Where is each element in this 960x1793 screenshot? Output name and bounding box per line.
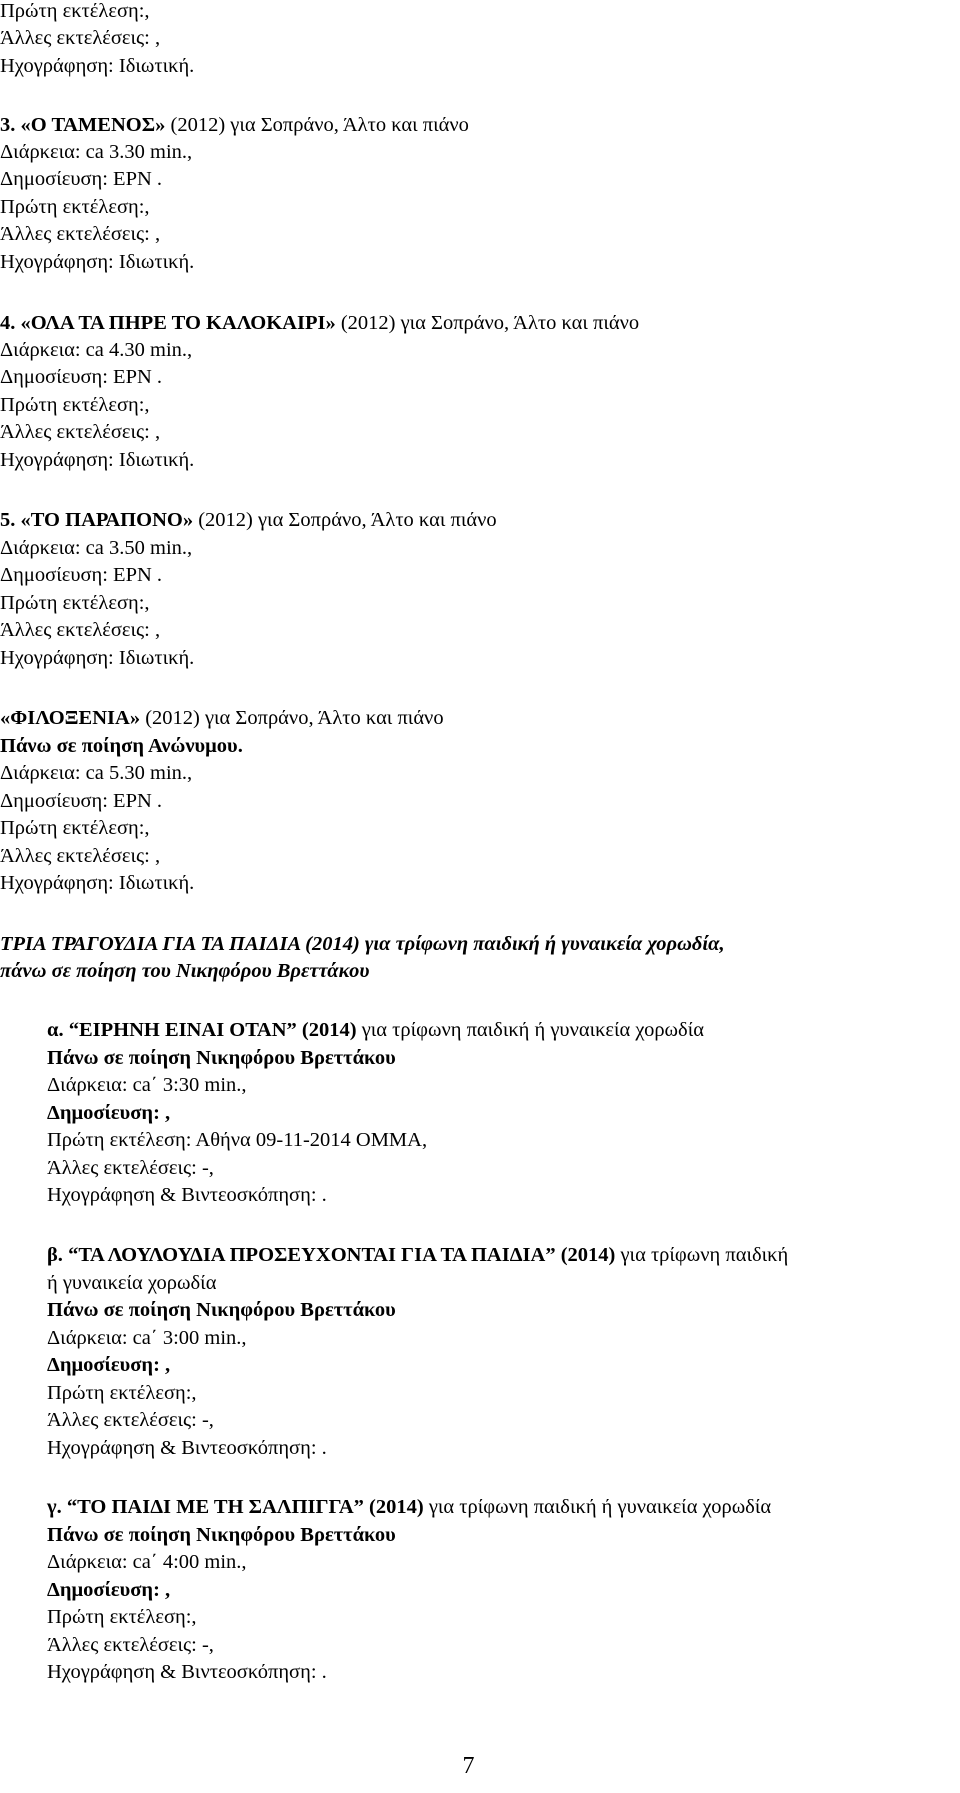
song-heading bbox=[47, 1017, 704, 1044]
other-performances-line: Άλλες εκτελέσεις: -, bbox=[47, 1157, 214, 1179]
work-title: «Ο ΤΑΜΕΝΟΣ» bbox=[20, 114, 166, 136]
work-title: «ΦΙΛΟΞΕΝΙΑ» bbox=[0, 707, 141, 729]
work-number: 3. bbox=[0, 114, 16, 136]
recording-line: Ηχογράφηση & Βιντεοσκόπηση: . bbox=[47, 1661, 327, 1683]
recording-line: Ηχογράφηση: Ιδιωτική. bbox=[0, 647, 195, 669]
song-title: “ΕΙΡΗΝΗ ΕΙΝΑΙ ΟΤΑΝ” (2014) bbox=[63, 1019, 357, 1041]
poetry-line: Πάνω σε ποίηση Νικηφόρου Βρεττάκου bbox=[47, 1524, 396, 1546]
recording-line: Ηχογράφηση & Βιντεοσκόπηση: . bbox=[47, 1437, 327, 1459]
duration-line: Διάρκεια: ca 4.30 min., bbox=[0, 339, 193, 361]
work-heading bbox=[0, 507, 497, 534]
duration-line: Διάρκεια: ca 3.50 min., bbox=[0, 537, 193, 559]
first-performance-line: Πρώτη εκτέλεση:, bbox=[0, 196, 150, 218]
first-performance-line: Πρώτη εκτέλεση:, bbox=[0, 0, 150, 22]
song-heading bbox=[47, 1242, 788, 1269]
publication-line: Δημοσίευση: ΕΡΝ . bbox=[0, 564, 163, 586]
recording-line: Ηχογράφηση: Ιδιωτική. bbox=[0, 55, 195, 77]
song-description-continued: ή γυναικεία χορωδία bbox=[47, 1272, 217, 1294]
recording-line: Ηχογράφηση: Ιδιωτική. bbox=[0, 449, 195, 471]
publication-text: Δημοσίευση: , bbox=[47, 1579, 171, 1601]
work-heading bbox=[0, 112, 469, 139]
other-performances-line: Άλλες εκτελέσεις: , bbox=[0, 223, 161, 245]
song-description: για τρίφωνη παιδική bbox=[615, 1244, 789, 1266]
work-description: (2012) για Σοπράνο, Άλτο και πιάνο bbox=[193, 509, 497, 531]
recording-line: Ηχογράφηση: Ιδιωτική. bbox=[0, 251, 195, 273]
publication-text: Δημοσίευση: , bbox=[47, 1102, 171, 1124]
publication-line: Δημοσίευση: ΕΡΝ . bbox=[0, 168, 163, 190]
recording-line: Ηχογράφηση & Βιντεοσκόπηση: . bbox=[47, 1184, 327, 1206]
song-heading bbox=[47, 1494, 771, 1521]
song-description: για τρίφωνη παιδική ή γυναικεία χορωδία bbox=[356, 1019, 704, 1041]
work-description: (2012) για Σοπράνο, Άλτο και πιάνο bbox=[165, 114, 469, 136]
song-title: “ΤΑ ΛΟΥΛΟΥΔΙΑ ΠΡΟΣΕΥΧΟΝΤΑΙ ΓΙΑ ΤΑ ΠΑΙΔΙΑ” (2014) bbox=[62, 1244, 616, 1266]
cycle-heading-line2: πάνω σε ποίηση του Νικηφόρου Βρεττάκου bbox=[0, 960, 370, 982]
publication-line: Δημοσίευση: ΕΡΝ . bbox=[0, 790, 163, 812]
other-performances-line: Άλλες εκτελέσεις: -, bbox=[47, 1409, 214, 1431]
duration-line: Διάρκεια: ca΄ 3:00 min., bbox=[47, 1327, 247, 1349]
work-number: 5. bbox=[0, 509, 16, 531]
poetry-line: Πάνω σε ποίηση Ανώνυμου. bbox=[0, 735, 243, 757]
publication-line bbox=[47, 1577, 170, 1604]
publication-line: Δημοσίευση: ΕΡΝ . bbox=[0, 366, 163, 388]
publication-line bbox=[47, 1100, 170, 1127]
cycle-heading-line1: ΤΡΙΑ ΤΡΑΓΟΥΔΙΑ ΓΙΑ ΤΑ ΠΑΙΔΙΑ (2014) για τρίφωνη παιδική ή γυναικεία χορωδία, bbox=[0, 933, 725, 955]
other-performances-line: Άλλες εκτελέσεις: , bbox=[0, 421, 161, 443]
song-label: α. bbox=[47, 1019, 64, 1041]
poetry-line: Πάνω σε ποίηση Νικηφόρου Βρεττάκου bbox=[47, 1299, 396, 1321]
other-performances-line: Άλλες εκτελέσεις: , bbox=[0, 619, 161, 641]
work-description: (2012) για Σοπράνο, Άλτο και πιάνο bbox=[140, 707, 444, 729]
first-performance-line: Πρώτη εκτέλεση:, bbox=[0, 592, 150, 614]
work-heading bbox=[0, 705, 444, 732]
work-title: «ΟΛΑ ΤΑ ΠΗΡΕ ΤΟ ΚΑΛΟΚΑΙΡΙ» bbox=[20, 312, 336, 334]
duration-line: Διάρκεια: ca 5.30 min., bbox=[0, 762, 193, 784]
other-performances-line: Άλλες εκτελέσεις: -, bbox=[47, 1634, 214, 1656]
duration-line: Διάρκεια: ca΄ 4:00 min., bbox=[47, 1551, 247, 1573]
work-heading bbox=[0, 310, 639, 337]
first-performance-line: Πρώτη εκτέλεση:, bbox=[0, 394, 150, 416]
duration-line: Διάρκεια: ca΄ 3:30 min., bbox=[47, 1074, 247, 1096]
first-performance-line: Πρώτη εκτέλεση:, bbox=[47, 1606, 197, 1628]
publication-text: Δημοσίευση: , bbox=[47, 1354, 171, 1376]
song-title: “ΤΟ ΠΑΙΔΙ ΜΕ ΤΗ ΣΑΛΠΙΓΓΑ” (2014) bbox=[61, 1496, 424, 1518]
work-description: (2012) για Σοπράνο, Άλτο και πιάνο bbox=[335, 312, 640, 334]
page-number: 7 bbox=[462, 1753, 475, 1779]
first-performance-line: Πρώτη εκτέλεση:, bbox=[0, 817, 150, 839]
recording-line: Ηχογράφηση: Ιδιωτική. bbox=[0, 872, 195, 894]
song-description: για τρίφωνη παιδική ή γυναικεία χορωδία bbox=[423, 1496, 772, 1518]
song-label: β. bbox=[47, 1244, 63, 1266]
duration-line: Διάρκεια: ca 3.30 min., bbox=[0, 141, 193, 163]
song-label: γ. bbox=[47, 1496, 62, 1518]
poetry-line: Πάνω σε ποίηση Νικηφόρου Βρεττάκου bbox=[47, 1047, 396, 1069]
work-title: «ΤΟ ΠΑΡΑΠΟΝΟ» bbox=[20, 509, 194, 531]
first-performance-line: Πρώτη εκτέλεση: Αθήνα 09-11-2014 ΟΜΜΑ, bbox=[47, 1129, 428, 1151]
first-performance-line: Πρώτη εκτέλεση:, bbox=[47, 1382, 197, 1404]
other-performances-line: Άλλες εκτελέσεις: , bbox=[0, 27, 161, 49]
work-number: 4. bbox=[0, 312, 16, 334]
publication-line bbox=[47, 1352, 170, 1379]
other-performances-line: Άλλες εκτελέσεις: , bbox=[0, 845, 161, 867]
